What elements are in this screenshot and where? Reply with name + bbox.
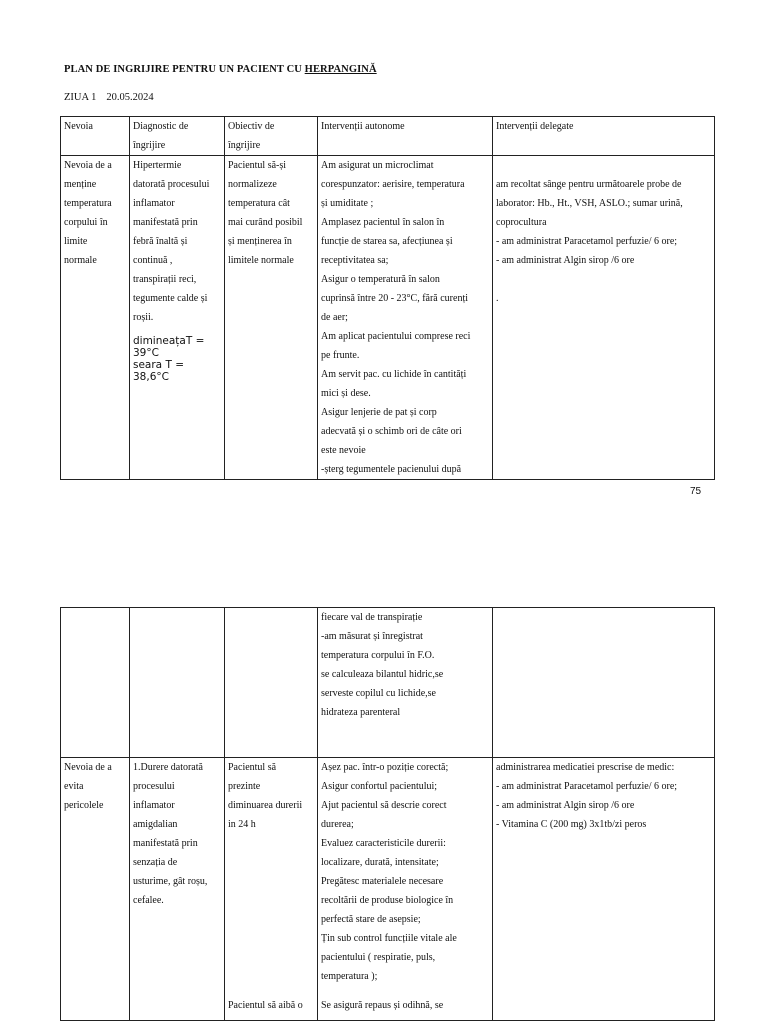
text-line: manifestată prin <box>133 217 198 228</box>
text-line: Asigur lenjerie de pat și corp <box>321 407 437 418</box>
text-line: evita <box>64 781 84 792</box>
cell-objective <box>225 156 318 480</box>
text-line: transpirații reci, <box>133 274 197 285</box>
cell-need <box>61 758 130 1021</box>
page-number: 75 <box>690 486 702 497</box>
text-line: temperatura <box>64 198 112 209</box>
text-line: Țin sub control funcțiile vitale ale <box>321 933 457 944</box>
text-line: inflamator <box>133 198 175 209</box>
text-line: inflamator <box>133 800 175 811</box>
text-line: corpului în <box>64 217 108 228</box>
text-line: normale <box>64 255 97 266</box>
text-line: este nevoie <box>321 445 366 456</box>
day-date: 20.05.2024 <box>106 92 154 103</box>
text-line: normalizeze <box>228 179 277 190</box>
text-line: laborator: Hb., Ht., VSH, ASLO.; sumar urină, <box>496 198 683 209</box>
text-line: pacientului ( respiratie, puls, <box>321 952 436 963</box>
cell-delegated <box>493 758 715 1021</box>
text-line: am recoltat sânge pentru următoarele probe de <box>496 179 682 190</box>
text-line: Diagnostic de <box>133 121 189 132</box>
text-line: 1.Durere datorată <box>133 762 203 773</box>
text-line: - am administrat Algin sirop /6 ore <box>496 255 635 266</box>
text-line: localizare, durată, intensitate; <box>321 857 439 868</box>
text-line: seara T = <box>133 359 185 371</box>
text-line: Am asigurat un microclimat <box>321 160 434 171</box>
text-line: dimineațaT = <box>133 335 205 347</box>
text-line: Asigur o temperatură în salon <box>321 274 440 285</box>
text-line: mai curând posibil <box>228 217 303 228</box>
text-line: pericolele <box>64 800 104 811</box>
text-line: -șterg tegumentele pacienului după <box>321 464 462 475</box>
text-line: îngrijire <box>228 140 261 151</box>
text-line: Evaluez caracteristicile durerii: <box>321 838 446 849</box>
header-need <box>61 117 130 156</box>
table-row <box>61 758 715 1021</box>
text-line: . <box>496 293 499 304</box>
text-line: continuă , <box>133 255 173 266</box>
text-line: fiecare val de transpirație <box>321 612 423 623</box>
text-line: 38,6°C <box>133 371 169 383</box>
header-autonomous <box>318 117 493 156</box>
text-line: coprocultura <box>496 217 547 228</box>
text-line: serveste copilul cu lichide,se <box>321 688 436 699</box>
text-line: in 24 h <box>228 819 256 830</box>
text-line: datorată procesului <box>133 179 210 190</box>
text-line: receptivitatea sa; <box>321 255 389 266</box>
cell-diagnosis <box>130 758 225 1021</box>
text-line: funcție de starea sa, afecțiunea și <box>321 236 453 247</box>
text-line: Pacientul să-și <box>228 160 287 171</box>
text-line: durerea; <box>321 819 354 830</box>
text-line: îngrijire <box>133 140 166 151</box>
text-line: cefalee. <box>133 895 164 906</box>
text-line: Așez pac. într-o poziție corectă; <box>321 762 449 773</box>
header-delegated <box>493 117 715 156</box>
cell-delegated <box>493 156 715 480</box>
text-line: amigdalian <box>133 819 178 830</box>
text-line: temperatura corpului în F.O. <box>321 650 435 661</box>
table-header-row <box>61 117 715 156</box>
text-line: Pregătesc materialele necesare <box>321 876 444 887</box>
text-line: Nevoia de a <box>64 160 112 171</box>
text-line: manifestată prin <box>133 838 198 849</box>
text-line: și umiditate ; <box>321 198 374 209</box>
text-line: administrarea medicatiei prescrise de medic: <box>496 762 675 773</box>
cell-need <box>61 156 130 480</box>
text-line: diminuarea durerii <box>228 800 303 811</box>
table-row <box>61 156 715 480</box>
cell-diagnosis <box>130 608 225 758</box>
care-plan-table-page2 <box>60 607 715 1021</box>
text-line: Intervenții delegate <box>496 121 574 132</box>
text-line: usturime, gât roșu, <box>133 876 208 887</box>
text-line: temperatura ); <box>321 971 378 982</box>
cell-autonomous <box>318 758 493 1021</box>
text-line: - am administrat Algin sirop /6 ore <box>496 800 635 811</box>
text-line: adecvată și o schimb ori de câte ori <box>321 426 462 437</box>
text-line: Intervenții autonome <box>321 121 405 132</box>
text-line: recoltării de produse biologice în <box>321 895 454 906</box>
text-line: mici și dese. <box>321 388 371 399</box>
care-plan-table-page1 <box>60 116 715 480</box>
text-line: 39°C <box>133 347 159 359</box>
text-line: procesului <box>133 781 175 792</box>
text-line: hidrateza parenteral <box>321 707 401 718</box>
text-line: -am măsurat și înregistrat <box>321 631 423 642</box>
text-line <box>496 270 711 289</box>
text-line: Se asigură repaus și odihnă, se <box>321 1000 444 1011</box>
header-diagnosis <box>130 117 225 156</box>
text-line: Am aplicat pacientului comprese reci <box>321 331 471 342</box>
header-objective <box>225 117 318 156</box>
table-row <box>61 608 715 758</box>
text-line: Amplasez pacientul în salon în <box>321 217 445 228</box>
text-line: Ajut pacientul să descrie corect <box>321 800 447 811</box>
cell-autonomous <box>318 156 493 480</box>
text-line: Obiectiv de <box>228 121 275 132</box>
text-line: Asigur confortul pacientului; <box>321 781 438 792</box>
text-line: limitele normale <box>228 255 294 266</box>
text-line: și menținerea în <box>228 236 292 247</box>
day-line <box>64 92 154 103</box>
cell-autonomous <box>318 608 493 758</box>
text-line: Nevoia <box>64 121 93 132</box>
text-line: Nevoia de a <box>64 762 112 773</box>
text-line <box>496 156 711 175</box>
text-line: - Vitamina C (200 mg) 3x1tb/zi peros <box>496 819 647 830</box>
text-line: Pacientul să <box>228 762 277 773</box>
text-line: prezinte <box>228 781 261 792</box>
text-line: Pacientul să aibă o <box>228 1000 303 1011</box>
title-prefix: PLAN DE INGRIJIRE PENTRU UN PACIENT CU <box>64 64 305 75</box>
text-line: perfectă stare de asepsie; <box>321 914 421 925</box>
cell-objective <box>225 608 318 758</box>
text-line: - am administrat Paracetamol perfuzie/ 6 ore; <box>496 781 678 792</box>
text-line: Hipertermie <box>133 160 182 171</box>
document-title <box>64 64 377 75</box>
text-line: tegumente calde și <box>133 293 208 304</box>
cell-delegated <box>493 608 715 758</box>
text-line: cuprinsă între 20 - 23°C, fără curenți <box>321 293 469 304</box>
text-line: Am servit pac. cu lichide în cantități <box>321 369 467 380</box>
title-condition: HERPANGINĂ <box>304 64 377 75</box>
text-line: senzația de <box>133 857 178 868</box>
text-line: menține <box>64 179 97 190</box>
cell-diagnosis <box>130 156 225 480</box>
text-line: limite <box>64 236 88 247</box>
text-line: corespunzator: aerisire, temperatura <box>321 179 465 190</box>
cell-need <box>61 608 130 758</box>
text-line: febră înaltă și <box>133 236 188 247</box>
cell-objective <box>225 758 318 1021</box>
day-label: ZIUA 1 <box>64 92 97 103</box>
text-line: temperatura cât <box>228 198 290 209</box>
text-line: se calculeaza bilantul hidric,se <box>321 669 444 680</box>
text-line: pe frunte. <box>321 350 360 361</box>
text-line: de aer; <box>321 312 348 323</box>
text-line: - am administrat Paracetamol perfuzie/ 6 ore; <box>496 236 678 247</box>
text-line: roșii. <box>133 312 154 323</box>
